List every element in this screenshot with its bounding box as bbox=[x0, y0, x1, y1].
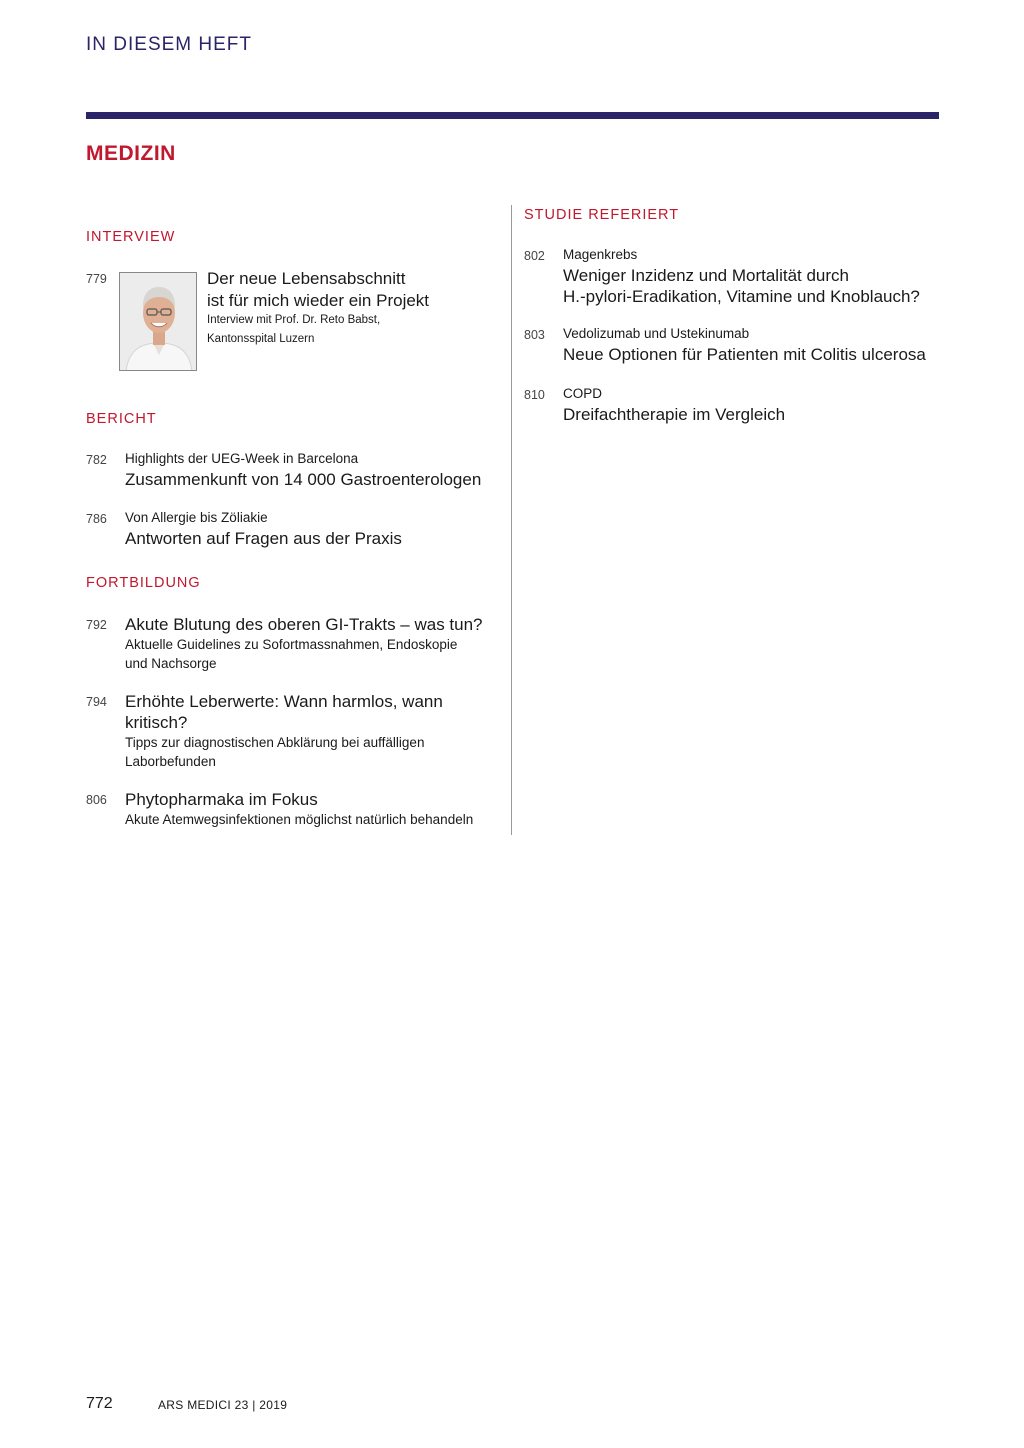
article-description: und Nachsorge bbox=[125, 656, 217, 671]
article-title: Akute Blutung des oberen GI-Trakts – was tun? bbox=[125, 615, 483, 634]
article-title: Der neue Lebensabschnitt bbox=[207, 269, 406, 288]
header-rule bbox=[86, 112, 939, 119]
article-description: Interview mit Prof. Dr. Reto Babst, bbox=[207, 314, 381, 326]
footer-page-number: 772 bbox=[86, 1395, 113, 1412]
article-title: Antworten auf Fragen aus der Praxis bbox=[125, 529, 402, 548]
article-title: ist für mich wieder ein Projekt bbox=[207, 291, 430, 310]
page-number: 803 bbox=[524, 328, 545, 342]
article-title: kritisch? bbox=[125, 713, 188, 732]
article-title: Dreifachtherapie im Vergleich bbox=[563, 405, 786, 424]
article-title: Erhöhte Leberwerte: Wann harmlos, wann bbox=[125, 692, 443, 711]
column-divider bbox=[511, 205, 512, 835]
article-title: Phytopharmaka im Fokus bbox=[125, 790, 318, 809]
portrait-image-icon bbox=[120, 273, 197, 371]
article-title: Zusammenkunft von 14 000 Gastroenterologen bbox=[125, 470, 482, 489]
category-interview: INTERVIEW bbox=[86, 229, 176, 245]
article-title: H.-pylori-Eradikation, Vitamine und Knoblauch? bbox=[563, 287, 920, 306]
page-number: 779 bbox=[86, 272, 107, 286]
article-title: Neue Optionen für Patienten mit Colitis ulcerosa bbox=[563, 345, 926, 364]
article-description: Tipps zur diagnostischen Abklärung bei auffälligen bbox=[125, 735, 425, 750]
page-number: 792 bbox=[86, 618, 107, 632]
page-number: 794 bbox=[86, 695, 107, 709]
page-number: 810 bbox=[524, 388, 545, 402]
footer-journal: ARS MEDICI 23 | 2019 bbox=[158, 1398, 288, 1412]
article-kicker: COPD bbox=[563, 386, 603, 401]
page-number: 786 bbox=[86, 512, 107, 526]
article-kicker: Magenkrebs bbox=[563, 247, 638, 262]
article-kicker: Highlights der UEG-Week in Barcelona bbox=[125, 451, 359, 466]
article-kicker: Von Allergie bis Zöliakie bbox=[125, 510, 268, 525]
article-description: Laborbefunden bbox=[125, 754, 216, 769]
page-number: 782 bbox=[86, 453, 107, 467]
category-bericht: BERICHT bbox=[86, 411, 157, 427]
article-kicker: Vedolizumab und Ustekinumab bbox=[563, 326, 750, 341]
page-number: 802 bbox=[524, 249, 545, 263]
article-description: Aktuelle Guidelines zu Sofortmassnahmen, Endoskopie bbox=[125, 637, 458, 652]
article-description: Kantonsspital Luzern bbox=[207, 333, 315, 345]
page-header-title: IN DIESEM HEFT bbox=[86, 34, 253, 55]
page-number: 806 bbox=[86, 793, 107, 807]
article-description: Akute Atemwegsinfektionen möglichst natürlich behandeln bbox=[125, 812, 474, 827]
article-title: Weniger Inzidenz und Mortalität durch bbox=[563, 266, 850, 285]
category-studie-referiert: STUDIE REFERIERT bbox=[524, 207, 680, 223]
section-title: MEDIZIN bbox=[86, 142, 176, 165]
portrait-photo bbox=[119, 272, 197, 371]
category-fortbildung: FORTBILDUNG bbox=[86, 575, 201, 591]
